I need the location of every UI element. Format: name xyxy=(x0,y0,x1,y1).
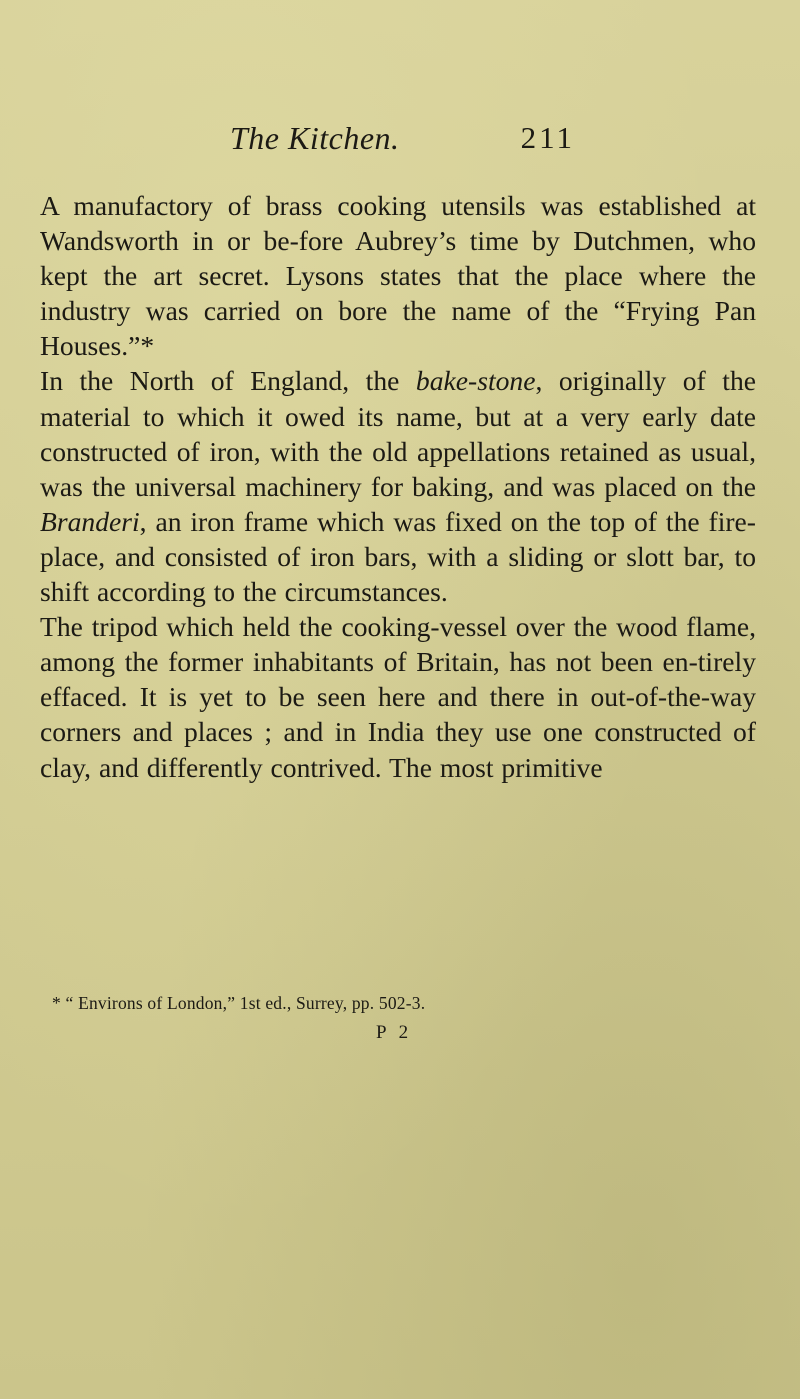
signature-mark: P 2 xyxy=(376,1022,413,1043)
paragraph-2-text-a: In the North of England, the xyxy=(40,365,416,397)
body-text xyxy=(40,188,756,785)
page-number: 211 xyxy=(520,120,575,155)
paragraph-2-text-b: , originally of the material to which it owed its name, but at a very early date constructed of iron, with the old appellations retained as usual, was the universal machinery for baking, and was placed on the xyxy=(40,365,756,502)
footnote: * “ Environs of London,” 1st ed., Surrey, pp. 502-3. xyxy=(52,993,426,1013)
paragraph-3-text: The tripod which held the cooking-vessel over the wood flame, among the former inhabitants of Britain, has not been en-tirely effaced. It is yet to be seen here and there in out-of-the-way corners and places ; and in India they use one constructed of clay, and differently contrived. The most primitive xyxy=(40,611,756,783)
paragraph-1-text: A manufactory of brass cooking utensils was established at Wandsworth in or be-fore Aubrey’s time by Dutchmen, who kept the art secret. Lysons states that the place where the industry was carried on bore the name of the “Frying Pan Houses.”* xyxy=(40,190,756,362)
page-header xyxy=(230,120,575,168)
paragraph-1 xyxy=(40,188,756,363)
italic-term-branderi: Branderi xyxy=(40,505,140,537)
running-title: The Kitchen. xyxy=(230,120,400,156)
paragraph-2 xyxy=(40,363,756,609)
paragraph-2-text-c: , an iron frame which was fixed on the top of the fire-place, and consisted of iron bars, with a sliding or slott bar, to shift according to the circumstances. xyxy=(40,505,756,608)
italic-term-bake-stone: bake-stone xyxy=(415,365,536,397)
paragraph-3 xyxy=(40,609,756,784)
